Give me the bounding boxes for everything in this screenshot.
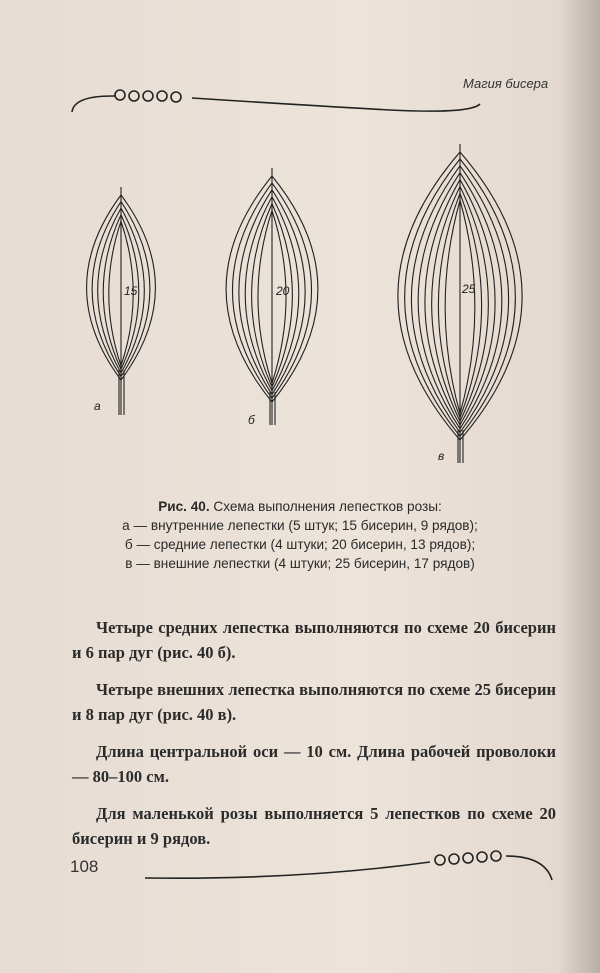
page-number: 108 [70, 857, 99, 876]
petal-schematic-б [226, 168, 318, 427]
figure-caption [60, 497, 540, 573]
bead-count-label: 15 [124, 284, 138, 298]
petal-letter-label: в [438, 449, 445, 463]
body-text [72, 616, 556, 864]
paragraph: Для маленькой розы выполняется 5 лепестков по схеме 20 бисерин и 9 рядов. [72, 804, 556, 848]
paragraph: Четыре внешних лепестка выполняются по схеме 25 бисерин и 8 пар дуг (рис. 40 в). [72, 680, 556, 724]
header-bead-ornament [72, 90, 480, 112]
paragraph: Четыре средних лепестка выполняются по схеме 20 бисерин и 6 пар дуг (рис. 40 б). [72, 618, 556, 662]
petal-schematic-а [87, 187, 156, 415]
caption-title: Рис. 40. [158, 499, 210, 514]
bead-count-label: 20 [276, 284, 290, 298]
paragraph: Длина центральной оси — 10 см. Длина рабочей проволоки — 80–100 см. [72, 742, 556, 786]
petal-letter-label: б [248, 413, 255, 427]
petal-letter-label: а [94, 399, 101, 413]
caption-line: в — внешние лепестки (4 штуки; 25 бисерин, 17 рядов) [125, 556, 475, 571]
bead-count-label: 25 [462, 282, 476, 296]
petal-schematic-в [398, 144, 522, 463]
caption-line: а — внутренние лепестки (5 штук; 15 бисерин, 9 рядов); [122, 518, 478, 533]
caption-line: б — средние лепестки (4 штуки; 20 бисерин, 13 рядов); [124, 537, 476, 552]
caption-text: Схема выполнения лепестков розы: [213, 499, 442, 514]
running-header: Магия бисера [463, 76, 549, 91]
